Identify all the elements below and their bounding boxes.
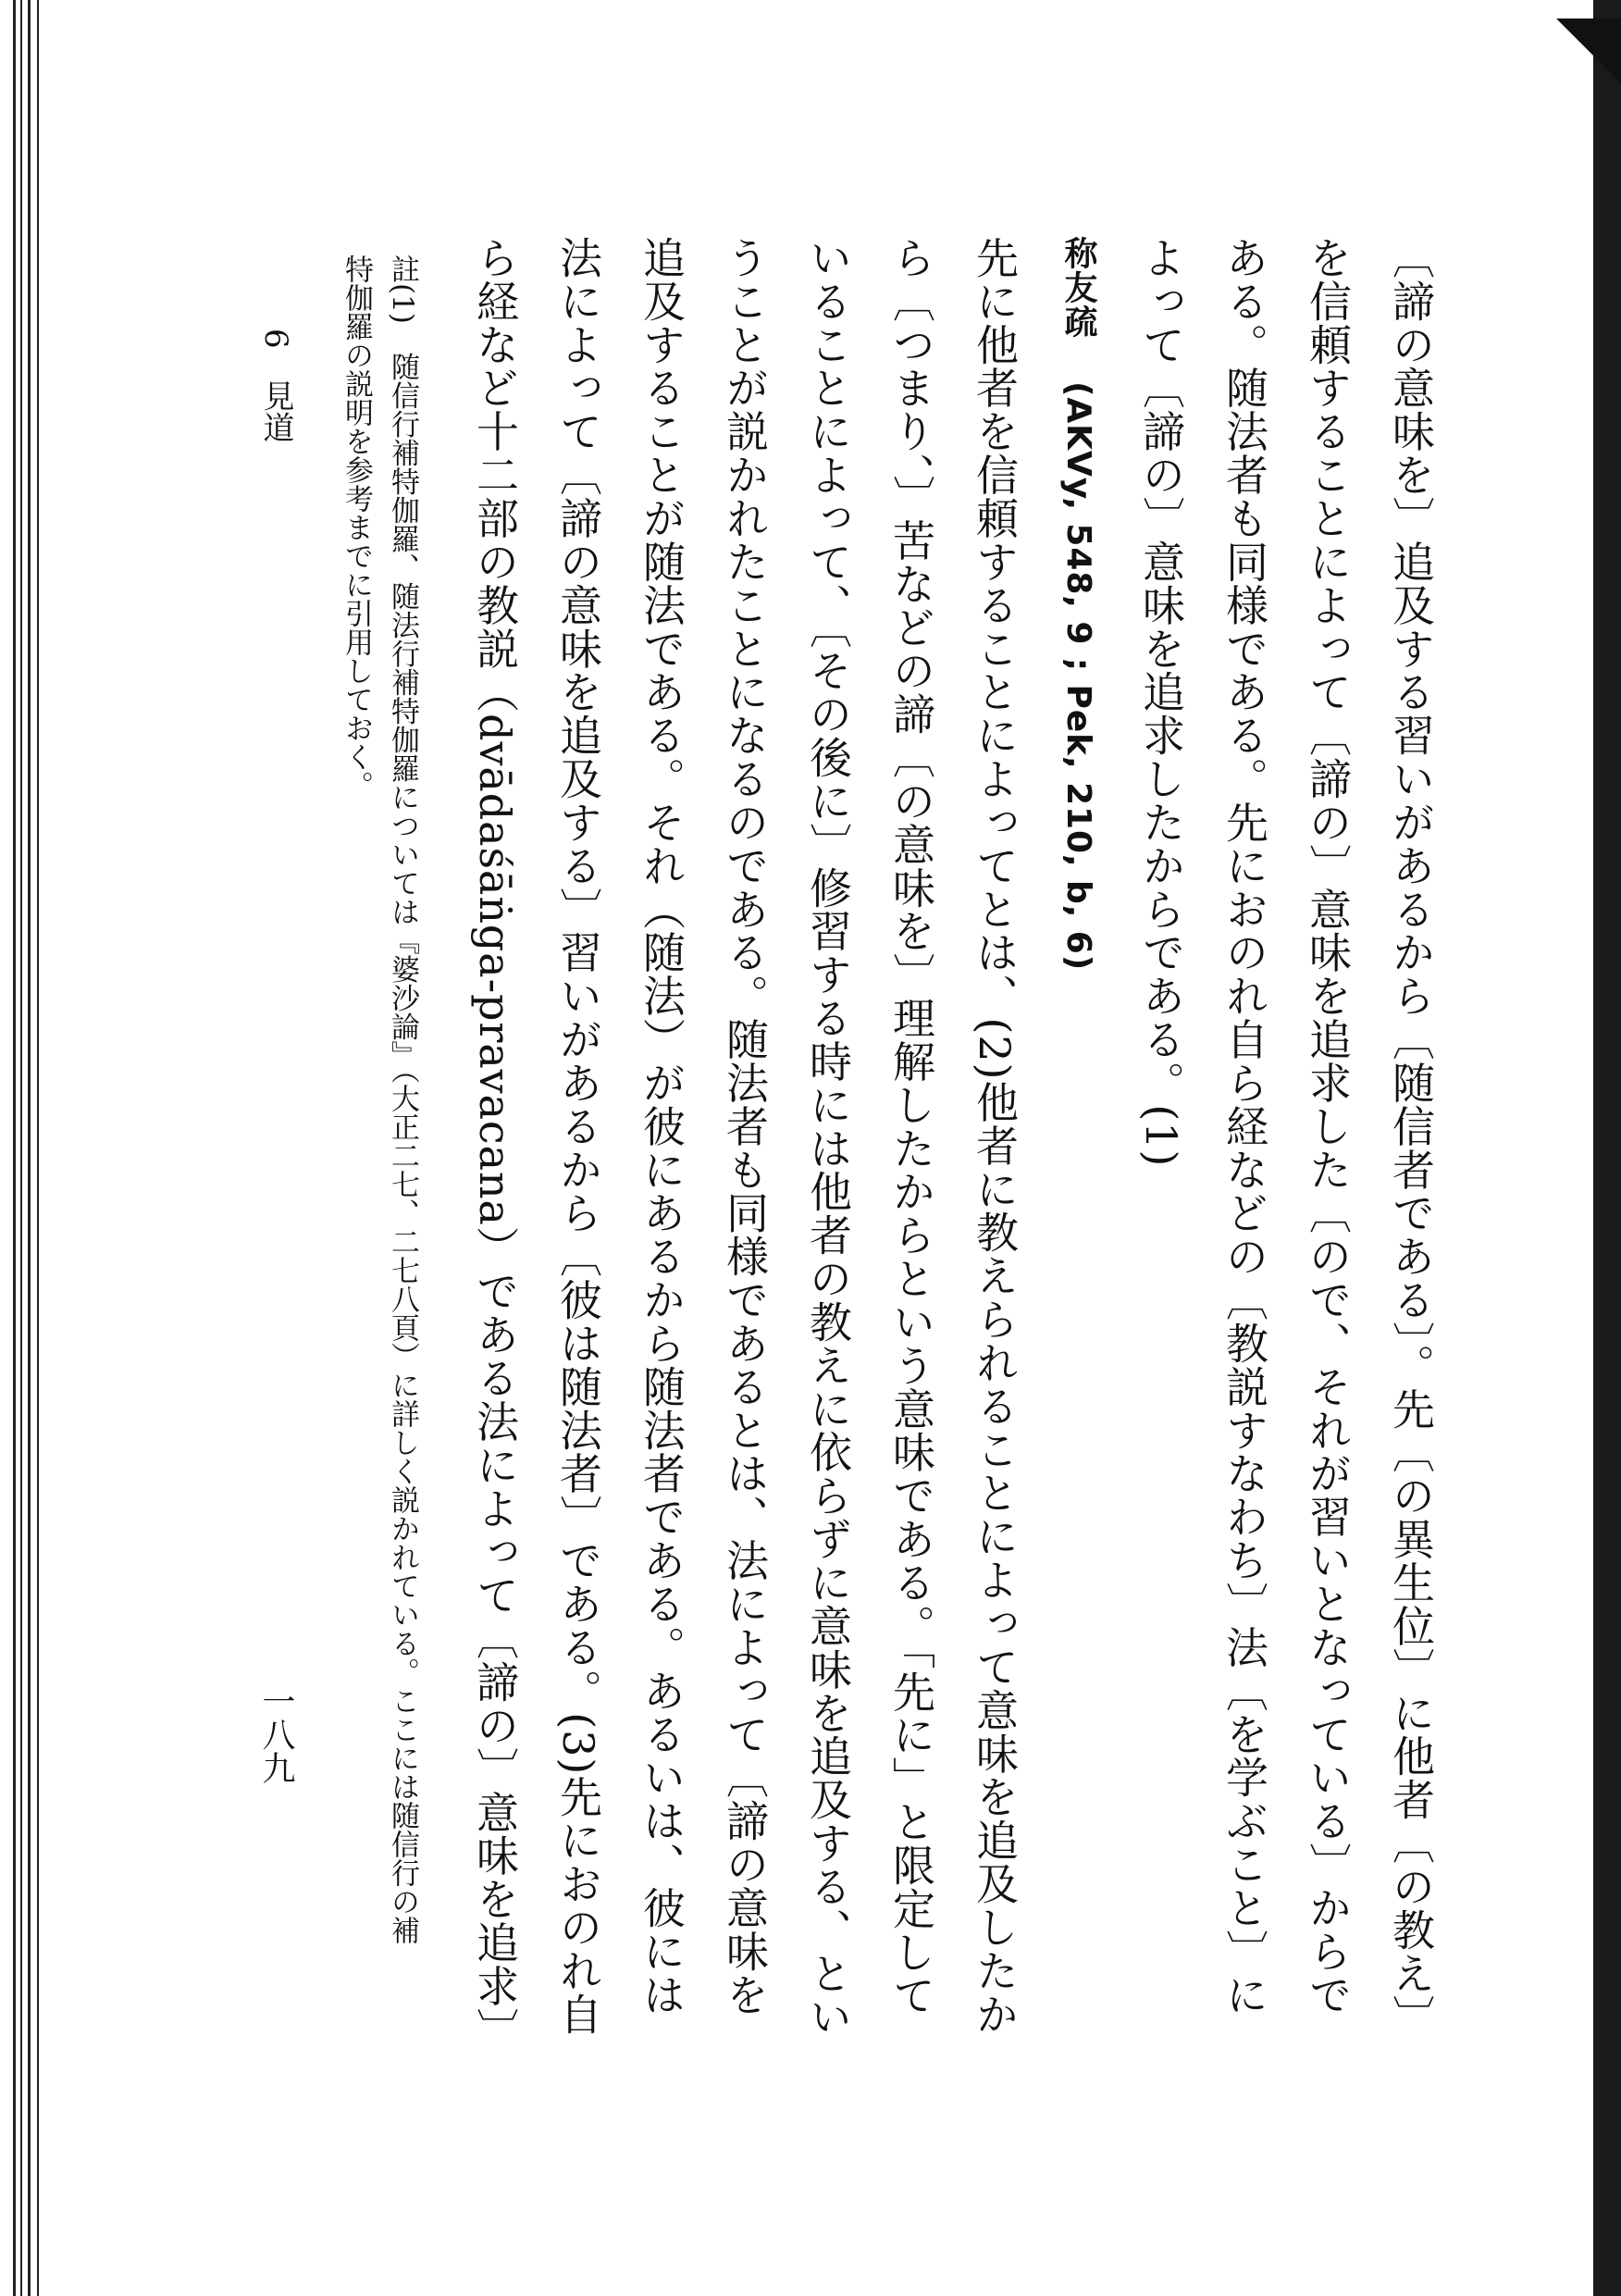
main-text [444, 236, 1453, 2050]
heading-reference: (AKVy, 548, 9 ; Pek, 210, b, 6) [1059, 380, 1097, 971]
scan-corner-mark [1556, 19, 1621, 83]
paragraph-1: 〔諦の意味を〕追及する習いがあるから〔随信者である〕。先〔の異生位〕に他者〔の教え〕を信頼することによって〔諦の〕意味を追求した〔ので、それが習いとなっている〕からである。随法者も同様である。先におのれ自ら経などの〔教説すなわち〕法〔を学ぶこと〕によって〔諦の〕意味を追求したからである。(1) [1136, 236, 1436, 2039]
running-head [239, 329, 294, 495]
scan-edge-right [1593, 0, 1621, 2296]
footnote-1 [379, 254, 426, 2013]
paragraph-2: 先に他者を信頼することによってとは、(2)他者に教えられることによって意味を追及したから〔つまり、〕苦などの諦〔の意味を〕理解したからという意味である。「先に」と限定していることによって、〔その後に〕修習する時には他者の教えに依らずに意味を追及する、ということが説かれたことになるのである。随法者も同様であるとは、法によって〔諦の意味を追及することが随法である。それ（随法）が彼にあるから随法者である。あるいは、彼には法によって〔諦の意味を追及する〕習いがあるから〔彼は随法者〕である。(3)先におのれ自ら経など十二部の教説（dvādaśāṅga-pravacana）である法によって〔諦の〕意味を追求〕 [470, 236, 1020, 2039]
chapter-title: 見道 [257, 379, 294, 443]
page-number: 一八九 [257, 1684, 295, 1784]
footnotes [305, 254, 426, 2013]
footnote-text-1: 随信行補特伽羅、随法行補特伽羅については『婆沙論』（大正二七、二七八頁）に詳しく説かれている。ここには随信行の補 [386, 352, 419, 1945]
heading-label: 称友疏 [1059, 236, 1097, 339]
notes-label: 註 [386, 254, 419, 283]
chapter-number: 6 [257, 329, 294, 349]
footnote-text-2: 特伽羅の説明を参考までに引用しておく。 [340, 254, 373, 800]
footnote-mark: (1) [386, 283, 419, 324]
scan-edge-left [0, 0, 65, 2296]
section-heading [1036, 236, 1120, 2050]
footnote-continuation [333, 254, 379, 2013]
